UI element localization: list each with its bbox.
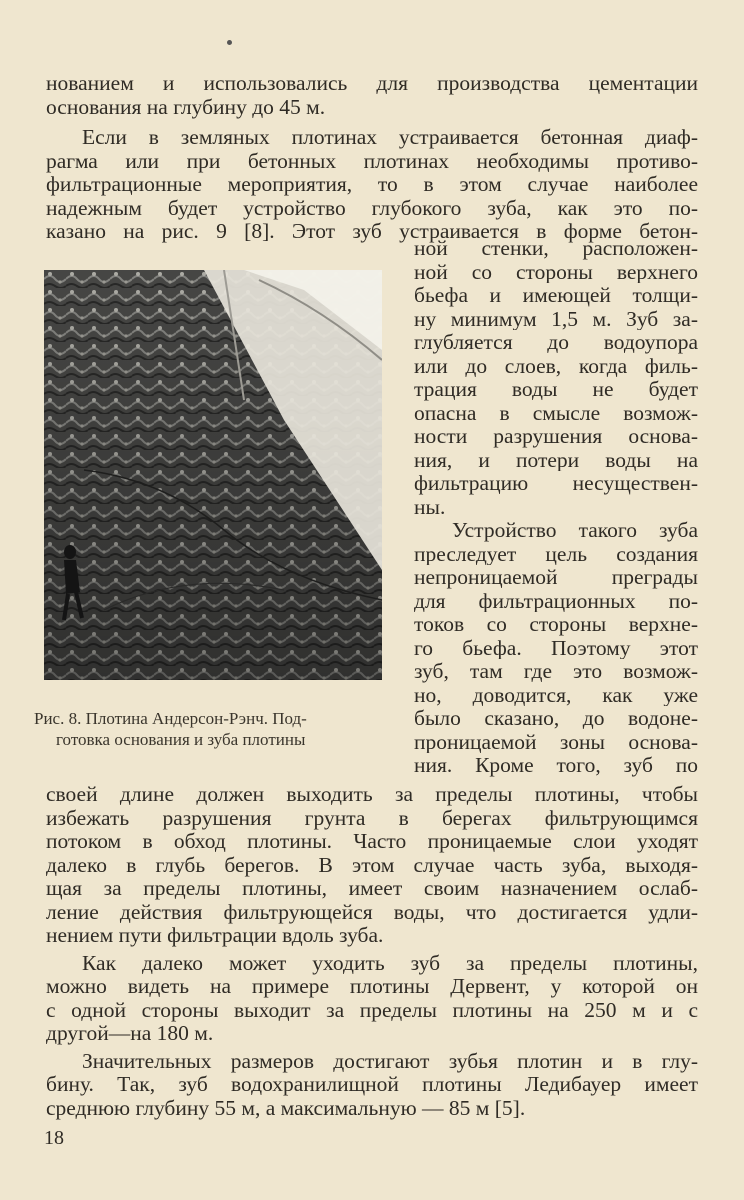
text-line: ление действия фильтрующейся воды, что достигается удли- [46, 900, 698, 924]
text-line: своей длине должен выходить за пределы плотины, чтобы [46, 783, 698, 806]
text-line: проницаемой зоны основа- [414, 729, 698, 753]
text-line: надежным будет устройство глубокого зуба, как это по- [46, 196, 698, 220]
text-line: Как далеко может уходить зуб за пределы плотины, [82, 951, 698, 975]
text-line: нением пути фильтрации вдоль зуба. [46, 924, 384, 947]
text-line: Значительных размеров достигают зубья плотин и в глу- [82, 1049, 698, 1073]
text-line: бину. Так, зуб водохранилищной плотины Ледибауер имеет [46, 1073, 698, 1096]
text-line: бьефа и имеющей толщи- [414, 283, 698, 307]
text-line: глубляется до водоупора [414, 330, 698, 354]
text-line: далеко в глубь берегов. В этом случае часть зуба, выходя- [46, 853, 698, 877]
text-line: ной стенки, расположен- [414, 236, 698, 260]
text-block-bottom [46, 783, 698, 1120]
text-line: с одной стороны выходит за пределы плотины на 250 м и с [46, 998, 698, 1022]
text-line: ну минимум 1,5 м. Зуб за- [414, 306, 698, 330]
text-line: рагма или при бетонных плотинах необходимы противо- [46, 149, 698, 173]
text-line: го бьефа. Поэтому этот [414, 635, 698, 659]
caption-line: готовка основания и зуба плотины [56, 730, 306, 749]
text-line: ния, и потери воды на [414, 447, 698, 471]
text-block-wrap [414, 236, 698, 777]
text-block-top [46, 72, 698, 244]
text-line: нованием и использовались для производства цементации [46, 72, 698, 95]
text-line: трация воды не будет [414, 377, 698, 401]
text-line: зуб, там где это возмож- [414, 659, 698, 683]
text-line: непроницаемой преграды [414, 565, 698, 589]
figure-caption [34, 708, 394, 750]
ink-dot [227, 40, 232, 45]
text-line: было сказано, до водоне- [414, 706, 698, 730]
text-line: другой—на 180 м. [46, 1022, 214, 1045]
text-line: для фильтрационных по- [414, 588, 698, 612]
text-line: но, доводится, как уже [414, 682, 698, 706]
text-line: ния. Кроме того, зуб по [414, 753, 698, 777]
text-line: или до слоев, когда филь- [414, 353, 698, 377]
text-line: токов со стороны верхне- [414, 612, 698, 636]
text-line: можно видеть на примере плотины Дервент, у которой он [46, 975, 698, 998]
text-line: казано на рис. 9 [8]. Этот зуб устраивается в форме бетон- [46, 220, 698, 243]
text-line: потоком в обход плотины. Часто проницаемые слои уходят [46, 830, 698, 853]
text-line: фильтрацию несуществен- [414, 471, 698, 495]
text-line: Устройство такого зуба [452, 518, 698, 542]
dam-photo-graphic [44, 270, 382, 680]
text-line: опасна в смысле возмож- [414, 400, 698, 424]
text-line: ной со стороны верхнего [414, 259, 698, 283]
text-line: преследует цель создания [414, 541, 698, 565]
page-number: 18 [44, 1127, 64, 1149]
text-line: Если в земляных плотинах устраивается бетонная диаф- [82, 126, 698, 149]
caption-line: Рис. 8. Плотина Андерсон-Рэнч. Под- [34, 709, 307, 728]
text-line: щая за пределы плотины, имеет своим назначением ослаб- [46, 877, 698, 900]
text-line: ны. [414, 494, 446, 518]
dam-photo [44, 270, 382, 680]
text-line: среднюю глубину 55 м, а максимальную — 85 м [5]. [46, 1096, 526, 1120]
text-line: основания на глубину до 45 м. [46, 95, 326, 119]
text-line: избежать разрушения грунта в берегах фильтрующимся [46, 806, 698, 830]
text-line: фильтрационные мероприятия, то в этом случае наиболее [46, 173, 698, 196]
text-line: ности разрушения основа- [414, 424, 698, 448]
